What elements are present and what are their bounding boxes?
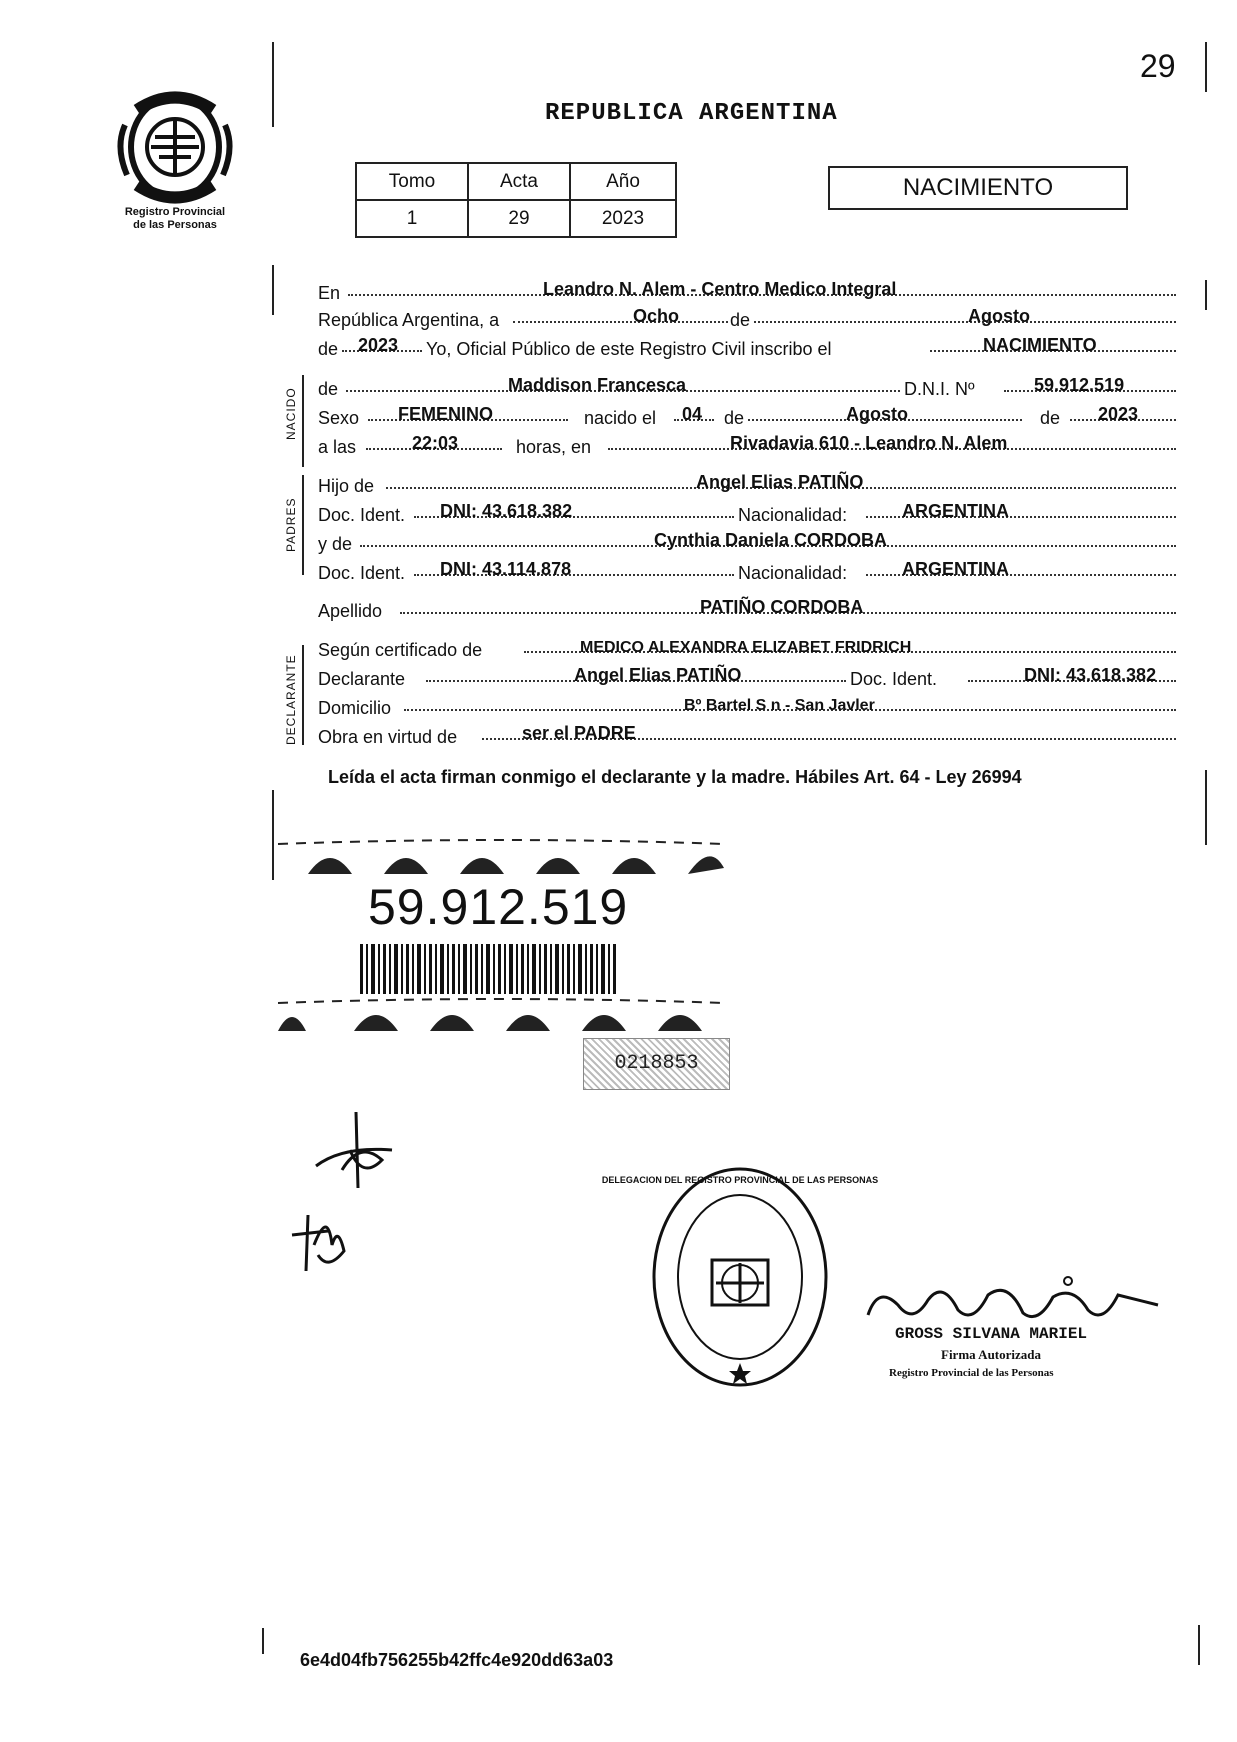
row-en xyxy=(318,280,1176,306)
left-margin-line xyxy=(272,42,274,127)
signatory-role: Firma Autorizada xyxy=(941,1347,1042,1362)
declarante-section-bar xyxy=(302,645,304,745)
nac-anio-value: 2023 xyxy=(1098,404,1139,424)
row-nombre xyxy=(318,376,1176,402)
de-label: de xyxy=(730,310,751,330)
sexo-label: Sexo xyxy=(318,408,360,428)
seal-text: DELEGACION DEL REGISTRO PROVINCIAL DE LAS PERSONAS xyxy=(601,1175,879,1185)
dia-value: Ocho xyxy=(633,306,680,326)
nac2-label: Nacionalidad: xyxy=(738,563,848,583)
document-title: REPUBLICA ARGENTINA xyxy=(545,100,838,127)
row-padre-doc xyxy=(318,502,1176,528)
tipo-value: NACIMIENTO xyxy=(983,335,1097,355)
value-tomo: 1 xyxy=(356,200,468,237)
header-anio: Año xyxy=(570,163,676,200)
padres-section-label: PADRES xyxy=(284,497,298,552)
declarante-value: Angel Elias PATIÑO xyxy=(574,665,742,685)
official-seal xyxy=(601,1165,879,1390)
en-value: Leandro N. Alem - Centro Medico Integral xyxy=(543,279,897,299)
right-margin-line xyxy=(1205,42,1207,92)
madre-doc-value: DNI: 43.114.878 xyxy=(440,559,572,579)
de5-label: de xyxy=(1040,408,1061,428)
row-madre xyxy=(318,531,1176,557)
record-table xyxy=(355,162,677,238)
header-tomo: Tomo xyxy=(356,163,468,200)
row-segun xyxy=(318,637,1176,663)
dotted-line xyxy=(513,321,728,323)
left-margin-line xyxy=(272,790,274,880)
domicilio-label: Domicilio xyxy=(318,698,392,718)
right-margin-line xyxy=(1205,280,1207,310)
nacido-section-label: NACIDO xyxy=(284,387,298,440)
dni-label: D.N.I. Nº xyxy=(904,379,975,399)
nac-mes-value: Agosto xyxy=(846,404,908,424)
doc2-label: Doc. Ident. xyxy=(318,563,406,583)
dotted-line xyxy=(754,321,1176,323)
anio-value: 2023 xyxy=(358,335,399,355)
right-margin-line xyxy=(1205,770,1207,845)
logo-caption-line1: Registro Provincial xyxy=(124,206,226,218)
value-anio: 2023 xyxy=(570,200,676,237)
de2-label: de xyxy=(318,339,339,359)
nacido-section-bar xyxy=(302,375,304,467)
de3-label: de xyxy=(318,379,339,399)
row-hora xyxy=(318,434,1176,460)
row-apellido xyxy=(318,598,1176,624)
obra-value: ser el PADRE xyxy=(522,723,636,743)
barcode xyxy=(360,944,618,994)
row-inscripcion xyxy=(318,336,1176,362)
row-fecha xyxy=(318,307,1176,333)
nombre-value: Maddison Francesca xyxy=(508,375,687,395)
security-pattern-top xyxy=(278,838,724,878)
row-domicilio xyxy=(318,695,1176,721)
doc-label: Doc. Ident. xyxy=(318,505,406,525)
right-margin-line xyxy=(1198,1625,1200,1665)
segun-value: MEDICO ALEXANDRA ELIZABET FRIDRICH xyxy=(580,639,912,656)
hijo-label: Hijo de xyxy=(318,476,375,496)
republica-label: República Argentina, a xyxy=(318,310,500,330)
alas-label: a las xyxy=(318,437,357,457)
declarante-doc-value: DNI: 43.618.382 xyxy=(1024,665,1157,685)
serial-stamp: 0218853 xyxy=(583,1038,730,1090)
security-pattern-bottom xyxy=(278,995,724,1035)
segun-label: Según certificado de xyxy=(318,640,483,660)
page-number: 29 xyxy=(1140,48,1176,84)
document-hash: 6e4d04fb756255b42ffc4e920dd63a03 xyxy=(300,1650,614,1670)
dni-label-number: 59.912.519 xyxy=(368,879,629,935)
declarante-label: Declarante xyxy=(318,669,406,689)
obra-label: Obra en virtud de xyxy=(318,727,458,747)
padre-nac-value: ARGENTINA xyxy=(902,501,1009,521)
signatory-org: Registro Provincial de las Personas xyxy=(889,1367,1054,1379)
logo-caption-line2: de las Personas xyxy=(133,219,217,231)
nac-dia-value: 04 xyxy=(682,404,703,424)
doc3-label: Doc. Ident. xyxy=(850,669,938,689)
padres-section-bar xyxy=(302,475,304,575)
left-margin-line xyxy=(272,265,274,315)
en-label: En xyxy=(318,283,341,303)
apellido-label: Apellido xyxy=(318,601,383,621)
row-madre-doc xyxy=(318,560,1176,586)
de4-label: de xyxy=(724,408,745,428)
logo-caption xyxy=(100,206,250,232)
province-seal-logo xyxy=(115,85,235,205)
nac-label: Nacionalidad: xyxy=(738,505,848,525)
apellido-value: PATIÑO CORDOBA xyxy=(700,597,864,617)
padre-value: Angel Elias PATIÑO xyxy=(696,472,864,492)
row-obra xyxy=(318,724,1176,750)
left-margin-line xyxy=(262,1628,264,1654)
row-declarante xyxy=(318,666,1176,692)
header-acta: Acta xyxy=(468,163,570,200)
row-sexo xyxy=(318,405,1176,431)
dni-value: 59.912.519 xyxy=(1034,375,1125,395)
padre-doc-value: DNI: 43.618.382 xyxy=(440,501,573,521)
domicilio-value: Bº Bartel S n - San Javler xyxy=(684,697,875,714)
record-type-box: NACIMIENTO xyxy=(828,166,1128,210)
madre-value: Cynthia Daniela CORDOBA xyxy=(654,530,888,550)
signatory-name: GROSS SILVANA MARIEL xyxy=(895,1325,1088,1343)
mes-value: Agosto xyxy=(968,306,1030,326)
nacido-label: nacido el xyxy=(584,408,657,428)
yde-label: y de xyxy=(318,534,353,554)
horas-label: horas, en xyxy=(516,437,592,457)
value-acta: 29 xyxy=(468,200,570,237)
sexo-value: FEMENINO xyxy=(398,404,494,424)
row-padre xyxy=(318,473,1176,499)
legal-text: Leída el acta firman conmigo el declarante y la madre. Hábiles Art. 64 - Ley 26994 xyxy=(328,767,1022,787)
lugar-value: Rivadavia 610 - Leandro N. Alem xyxy=(730,433,1008,453)
yo-text: Yo, Oficial Público de este Registro Civil inscribo el xyxy=(426,339,832,359)
hora-value: 22:03 xyxy=(412,433,459,453)
handwritten-mark-upper xyxy=(312,1110,402,1190)
handwritten-mark-lower xyxy=(288,1205,348,1275)
declarante-section-label: DECLARANTE xyxy=(284,654,298,745)
madre-nac-value: ARGENTINA xyxy=(902,559,1009,579)
